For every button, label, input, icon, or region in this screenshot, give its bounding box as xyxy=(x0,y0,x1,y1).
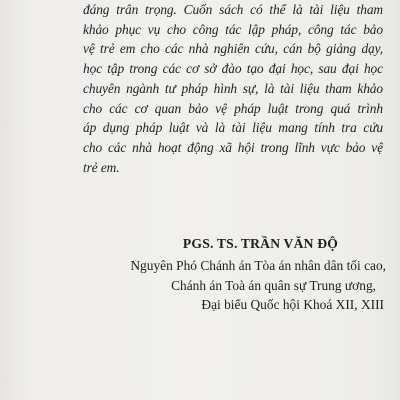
body-line: vệ trẻ em cho các nhà nghiên cứu, cán bộ giảng dạy, xyxy=(83,41,383,57)
author-signature-block xyxy=(130,234,386,315)
body-line: khảo phục vụ cho công tác lập pháp, công tác bảo xyxy=(83,21,383,37)
body-line: học tập trong các cơ sở đào tạo đại học, sau đại học xyxy=(83,61,383,77)
author-title-line: Nguyên Phó Chánh án Tòa án nhân dân tối cao, xyxy=(130,258,386,273)
body-line: áp dụng pháp luật và là tài liệu mang tính tra cứu xyxy=(83,120,383,136)
body-line: chuyên ngành tư pháp hình sự, là tài liệu tham khảo xyxy=(83,80,383,96)
author-title-line: Chánh án Toà án quân sự Trung ương, xyxy=(171,277,376,293)
body-paragraph xyxy=(83,0,383,177)
body-line: đáng trân trọng. Cuốn sách có thể là tài liệu tham xyxy=(83,2,383,17)
body-line: cho các nhà hoạt động xã hội trong lĩnh vực bảo vệ xyxy=(83,139,383,155)
author-title-line: Đại biểu Quốc hội Khoá XII, XIII xyxy=(201,297,384,313)
body-line: trẻ em. xyxy=(83,159,120,175)
body-line: cho các cơ quan bảo vệ pháp luật trong quá trình xyxy=(83,100,383,116)
author-name: PGS. TS. TRẦN VĂN ĐỘ xyxy=(182,236,338,251)
